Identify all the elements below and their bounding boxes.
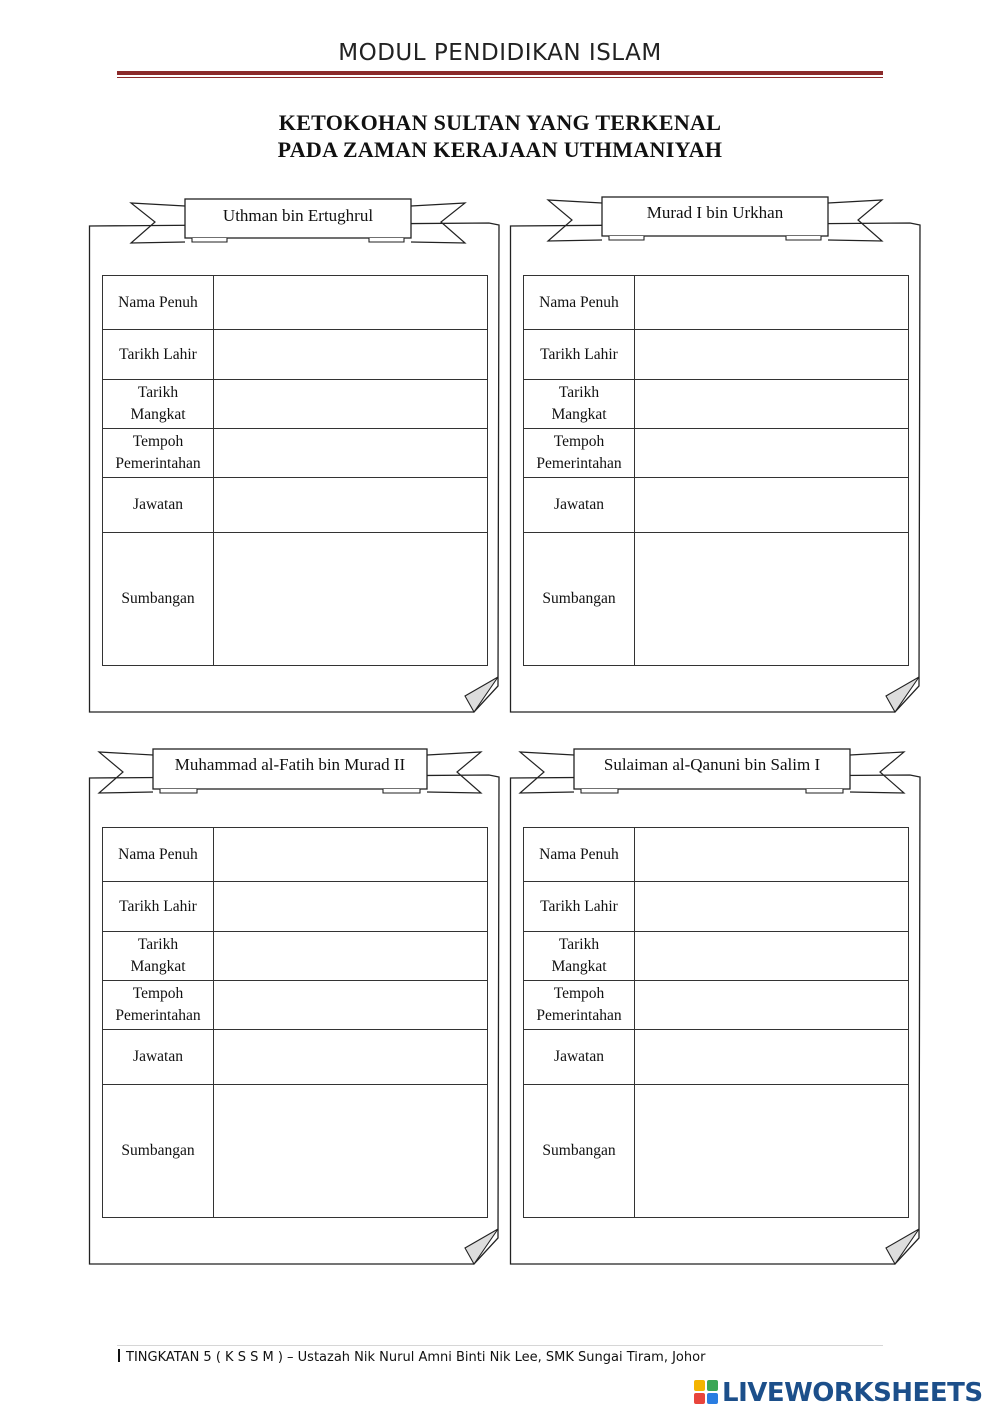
input-jawatan[interactable] (214, 478, 488, 533)
input-sumbangan[interactable] (214, 1085, 488, 1218)
sultan-info-table (102, 827, 488, 1218)
sultan-name-ribbon: Uthman bin Ertughrul (222, 206, 374, 225)
input-sumbangan[interactable] (635, 533, 909, 666)
sultan-name-ribbon: Murad I bin Urkhan (646, 203, 784, 222)
input-tempoh-pemerintahan[interactable] (214, 429, 488, 478)
sultan-card-4 (510, 748, 950, 1278)
input-nama-penuh[interactable] (635, 276, 909, 330)
document-title-line-1: KETOKOHAN SULTAN YANG TERKENAL (278, 110, 722, 135)
input-sumbangan[interactable] (635, 1085, 909, 1218)
sultan-info-table (523, 275, 909, 666)
footer-rule (117, 1345, 883, 1346)
footer-bar-mark (118, 1349, 120, 1362)
label-sumbangan: Sumbangan (103, 1085, 214, 1218)
input-tarikh-mangkat[interactable] (635, 932, 909, 981)
logo-square-4 (707, 1393, 718, 1404)
input-sumbangan[interactable] (214, 533, 488, 666)
sultan-name-ribbon: Sulaiman al-Qanuni bin Salim I (603, 755, 821, 774)
label-tarikh-lahir: Tarikh Lahir (524, 330, 635, 380)
input-tarikh-mangkat[interactable] (214, 932, 488, 981)
label-sumbangan: Sumbangan (103, 533, 214, 666)
input-nama-penuh[interactable] (214, 276, 488, 330)
label-tempoh-pemerintahan: Tempoh Pemerintahan (524, 981, 635, 1030)
input-tarikh-lahir[interactable] (214, 882, 488, 932)
input-tempoh-pemerintahan[interactable] (635, 981, 909, 1030)
label-jawatan: Jawatan (103, 1030, 214, 1085)
input-tarikh-mangkat[interactable] (214, 380, 488, 429)
sultan-card-1 (89, 196, 529, 726)
label-tarikh-lahir: Tarikh Lahir (524, 882, 635, 932)
label-jawatan: Jawatan (524, 1030, 635, 1085)
sultan-card-2 (510, 196, 950, 726)
liveworksheets-wordmark: LIVEWORKSHEETS (722, 1378, 983, 1408)
liveworksheets-mark-icon (694, 1380, 720, 1406)
input-jawatan[interactable] (635, 478, 909, 533)
page-footer (118, 1349, 705, 1365)
input-jawatan[interactable] (635, 1030, 909, 1085)
input-tempoh-pemerintahan[interactable] (214, 981, 488, 1030)
label-tarikh-lahir: Tarikh Lahir (103, 882, 214, 932)
label-jawatan: Jawatan (524, 478, 635, 533)
input-nama-penuh[interactable] (214, 828, 488, 882)
logo-square-1 (694, 1380, 705, 1391)
input-nama-penuh[interactable] (635, 828, 909, 882)
sultan-info-table (102, 275, 488, 666)
input-jawatan[interactable] (214, 1030, 488, 1085)
sultan-card-3 (89, 748, 529, 1278)
header-rule-thin (117, 77, 883, 78)
label-tempoh-pemerintahan: Tempoh Pemerintahan (103, 981, 214, 1030)
label-tarikh-lahir: Tarikh Lahir (103, 330, 214, 380)
label-sumbangan: Sumbangan (524, 1085, 635, 1218)
logo-square-3 (694, 1393, 705, 1404)
input-tarikh-lahir[interactable] (214, 330, 488, 380)
footer-text: TINGKATAN 5 ( K S S M ) – Ustazah Nik Nurul Amni Binti Nik Lee, SMK Sungai Tiram, Johor (126, 1350, 706, 1365)
sultan-name-ribbon: Muhammad al-Fatih bin Murad II (174, 755, 406, 774)
label-tarikh-mangkat: Tarikh Mangkat (524, 380, 635, 429)
label-tarikh-mangkat: Tarikh Mangkat (103, 932, 214, 981)
label-tarikh-mangkat: Tarikh Mangkat (103, 380, 214, 429)
input-tempoh-pemerintahan[interactable] (635, 429, 909, 478)
input-tarikh-mangkat[interactable] (635, 380, 909, 429)
label-sumbangan: Sumbangan (524, 533, 635, 666)
label-nama-penuh: Nama Penuh (524, 276, 635, 330)
label-nama-penuh: Nama Penuh (103, 276, 214, 330)
label-jawatan: Jawatan (103, 478, 214, 533)
label-nama-penuh: Nama Penuh (103, 828, 214, 882)
input-tarikh-lahir[interactable] (635, 882, 909, 932)
label-tempoh-pemerintahan: Tempoh Pemerintahan (103, 429, 214, 478)
sultan-info-table (523, 827, 909, 1218)
label-nama-penuh: Nama Penuh (524, 828, 635, 882)
header-rule-thick (117, 71, 883, 75)
label-tempoh-pemerintahan: Tempoh Pemerintahan (524, 429, 635, 478)
document-title-line-2: PADA ZAMAN KERAJAAN UTHMANIYAH (277, 137, 723, 162)
page-header-title: MODUL PENDIDIKAN ISLAM (338, 40, 662, 66)
input-tarikh-lahir[interactable] (635, 330, 909, 380)
label-tarikh-mangkat: Tarikh Mangkat (524, 932, 635, 981)
logo-square-2 (707, 1380, 718, 1391)
